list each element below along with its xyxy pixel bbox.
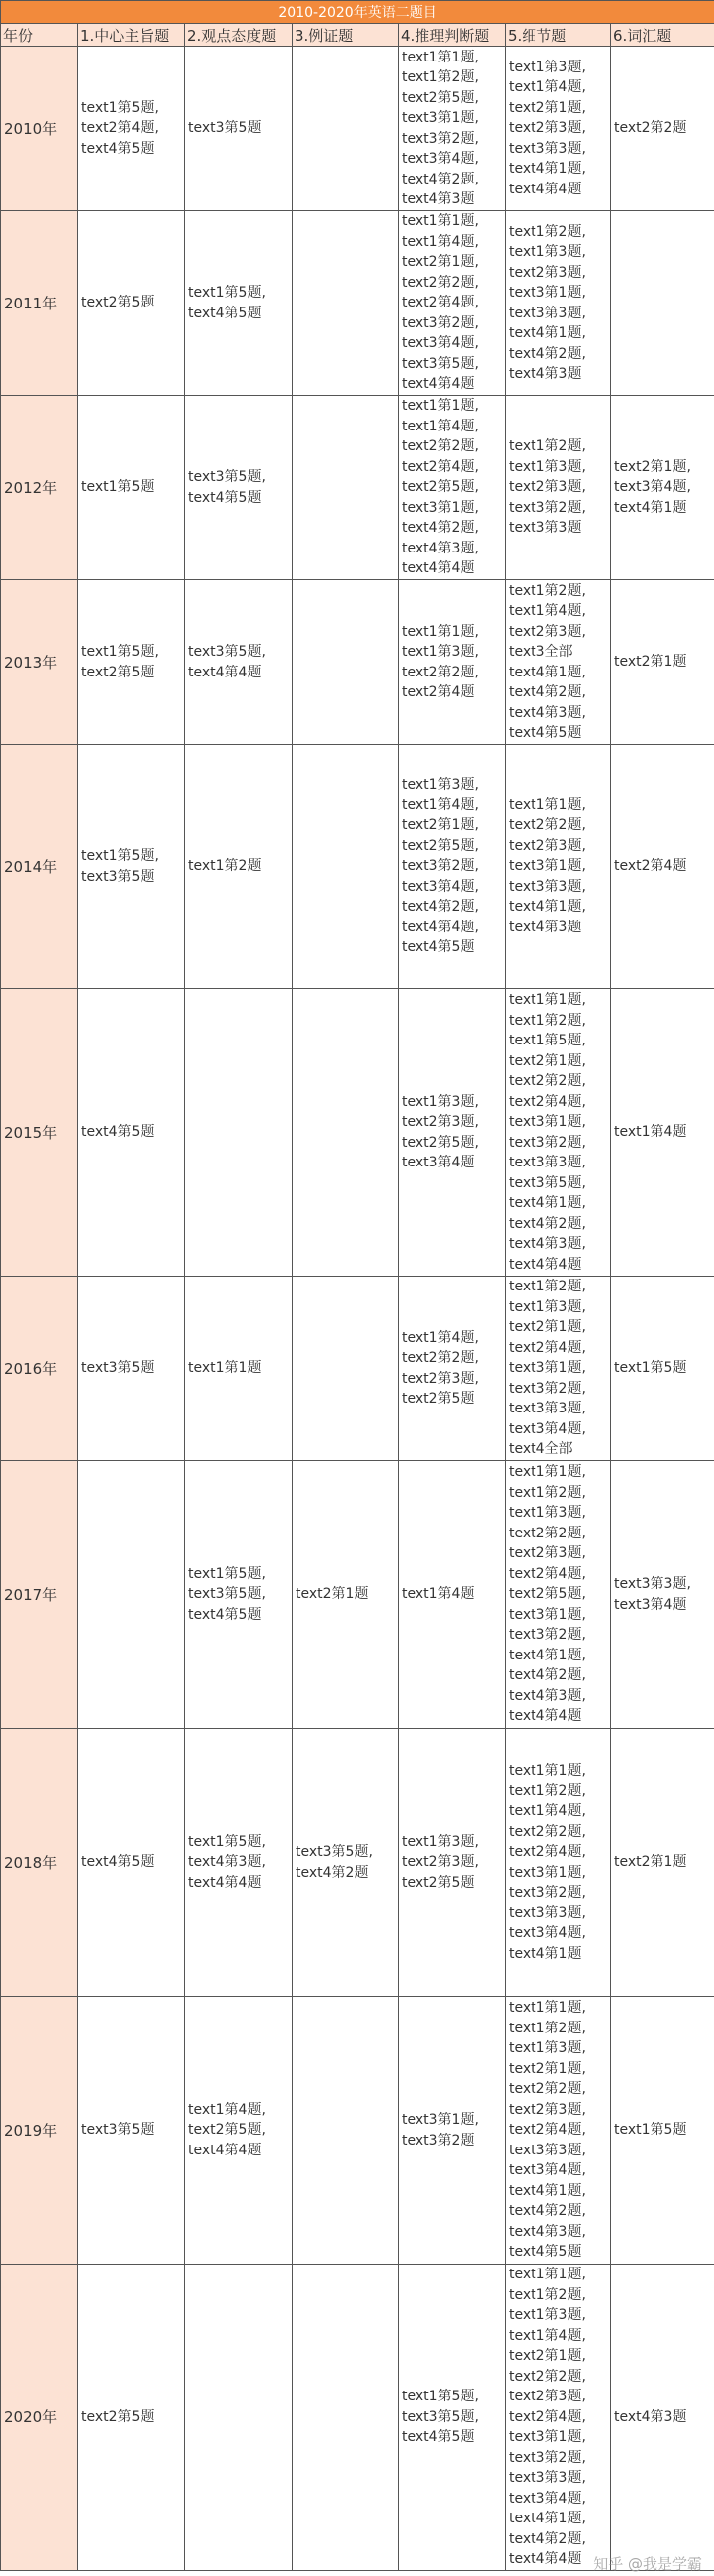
question-cell: text1第1题, text1第2题, text1第3题, text1第4题, text2第1题, text2第2题, text2第3题, text2第4题, text3第1题, text3第2题, text3第3题, text3第4题, text4第1题, text4第2题, text4第4题 [506,2265,611,2571]
header-main-idea: 1.中心主旨题 [78,24,185,47]
question-cell [185,2265,293,2571]
question-cell: text1第2题 [185,745,293,989]
question-cell: text3第5题 [185,47,293,211]
question-cell [293,396,399,580]
question-cell: text2第1题, text3第4题, text4第1题 [611,396,714,580]
question-cell: text1第5题, text4第3题, text4第4题 [185,1729,293,1997]
year-cell: 2016年 [1,1277,78,1461]
year-cell: 2020年 [1,2265,78,2571]
table-row [1,1277,714,1461]
question-cell: text1第3题, text2第3题, text2第5题, text3第4题 [399,989,506,1277]
question-cell [293,745,399,989]
question-cell: text1第5题, text4第5题 [185,211,293,396]
question-cell: text1第3题, text2第3题, text2第5题 [399,1729,506,1997]
question-cell: text3第5题, text4第5题 [185,396,293,580]
question-cell: text3第1题, text3第2题 [399,1997,506,2265]
year-cell: 2010年 [1,47,78,211]
table-row [1,580,714,745]
question-cell [293,211,399,396]
question-cell: text1第5题, text3第5题 [78,745,185,989]
year-cell: 2018年 [1,1729,78,1997]
question-cell: text1第5题, text2第4题, text4第5题 [78,47,185,211]
table-row [1,1729,714,1997]
table-row [1,396,714,580]
table-row [1,2265,714,2571]
question-cell: text3第5题 [78,1277,185,1461]
header-attitude: 2.观点态度题 [185,24,293,47]
question-cell: text1第5题, text3第5题, text4第5题 [185,1461,293,1729]
question-cell: text1第1题, text1第4题, text2第2题, text2第4题, text2第5题, text3第1题, text4第2题, text4第3题, text4第4题 [399,396,506,580]
question-cell: text1第2题, text1第4题, text2第3题, text3全部 text4第1题, text4第2题, text4第3题, text4第5题 [506,580,611,745]
table-row [1,745,714,989]
question-cell: text1第5题, text3第5题, text4第5题 [399,2265,506,2571]
header-detail: 5.细节题 [506,24,611,47]
question-cell: text2第4题 [611,745,714,989]
question-cell: text1第5题 [611,1277,714,1461]
question-cell: text2第1题 [293,1461,399,1729]
table-row [1,211,714,396]
question-cell: text1第4题, text2第2题, text2第3题, text2第5题 [399,1277,506,1461]
question-cell: text1第3题, text1第4题, text2第1题, text2第5题, text3第2题, text3第4题, text4第2题, text4第4题, text4第5题 [399,745,506,989]
question-cell: text3第5题, text4第4题 [185,580,293,745]
question-cell: text1第1题, text2第2题, text2第3题, text3第1题, text3第3题, text4第1题, text4第3题 [506,745,611,989]
header-vocabulary: 6.词汇题 [611,24,714,47]
table-row [1,1461,714,1729]
year-cell: 2012年 [1,396,78,580]
question-cell: text2第1题 [611,1729,714,1997]
question-cell: text1第4题 [399,1461,506,1729]
question-cell: text3第5题, text4第2题 [293,1729,399,1997]
question-cell: text1第4题, text2第5题, text4第4题 [185,1997,293,2265]
question-cell: text1第1题, text1第4题, text2第1题, text2第2题, text2第4题, text3第2题, text3第4题, text3第5题, text4第4题 [399,211,506,396]
question-cell [293,989,399,1277]
question-cell: text1第1题, text1第2题, text1第3题, text2第1题, text2第2题, text2第3题, text2第4题, text3第3题, text3第4题, text4第1题, text4第2题, text4第3题, text4第5题 [506,1997,611,2265]
table-row [1,47,714,211]
question-cell: text1第2题, text1第3题, text2第3题, text3第1题, text3第3题, text4第1题, text4第2题, text4第3题 [506,211,611,396]
year-cell: 2017年 [1,1461,78,1729]
question-cell [611,211,714,396]
year-cell: 2013年 [1,580,78,745]
year-cell: 2011年 [1,211,78,396]
question-cell: text4第5题 [78,1729,185,1997]
question-cell [293,2265,399,2571]
header-example: 3.例证题 [293,24,399,47]
question-cell: text1第3题, text1第4题, text2第1题, text2第3题, text3第3题, text4第1题, text4第4题 [506,47,611,211]
question-cell: text1第1题 [185,1277,293,1461]
question-cell: text1第1题, text1第2题, text1第5题, text2第1题, text2第2题, text2第4题, text3第1题, text3第2题, text3第3题, text3第5题, text4第1题, text4第2题, text4第3题, text4第4题 [506,989,611,1277]
question-cell: text1第5题 [611,1997,714,2265]
table-title: 2010-2020年英语二题目 [1,1,714,24]
question-cell: text1第1题, text1第2题, text1第3题, text2第2题, text2第3题, text2第4题, text2第5题, text3第1题, text3第2题, text4第1题, text4第2题, text4第3题, text4第4题 [506,1461,611,1729]
question-cell: text1第5题, text2第5题 [78,580,185,745]
header-row [1,24,714,47]
year-cell: 2014年 [1,745,78,989]
question-cell: text2第1题 [611,580,714,745]
question-cell [78,1461,185,1729]
header-inference: 4.推理判断题 [399,24,506,47]
question-cell: text2第2题 [611,47,714,211]
question-cell [293,47,399,211]
header-year: 年份 [1,24,78,47]
question-cell: text2第5题 [78,211,185,396]
question-cell [185,989,293,1277]
table-row [1,1997,714,2265]
year-cell: 2019年 [1,1997,78,2265]
question-cell: text1第1题, text1第2题, text1第4题, text2第2题, text2第4题, text3第1题, text3第2题, text3第3题, text3第4题, text4第1题 [506,1729,611,1997]
question-cell: text1第1题, text1第2题, text2第5题, text3第1题, text3第2题, text3第4题, text4第2题, text4第3题 [399,47,506,211]
question-cell [293,580,399,745]
question-cell: text1第1题, text1第3题, text2第2题, text2第4题 [399,580,506,745]
question-cell [293,1277,399,1461]
year-cell: 2015年 [1,989,78,1277]
question-cell: text1第2题, text1第3题, text2第3题, text3第2题, text3第3题 [506,396,611,580]
question-cell: text2第5题 [78,2265,185,2571]
question-cell [293,1997,399,2265]
table-row [1,989,714,1277]
question-cell: text4第3题 [611,2265,714,2571]
question-cell: text3第5题 [78,1997,185,2265]
question-cell: text1第2题, text1第3题, text2第1题, text2第4题, text3第1题, text3第2题, text3第3题, text3第4题, text4全部 [506,1277,611,1461]
question-cell: text3第3题, text3第4题 [611,1461,714,1729]
question-cell: text4第5题 [78,989,185,1277]
question-cell: text1第4题 [611,989,714,1277]
question-cell: text1第5题 [78,396,185,580]
watermark: 知乎 @我是学霸 [593,2555,702,2573]
